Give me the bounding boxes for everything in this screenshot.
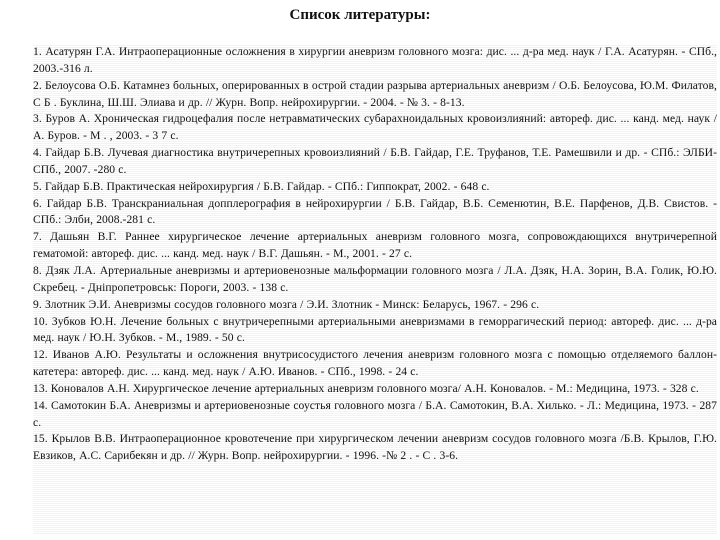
page-title: Список литературы: — [289, 7, 431, 23]
reference-item: 9. Злотник Э.И. Аневризмы сосудов головного мозга / Э.И. Злотник - Минск: Беларусь, 1967. - 296 с. — [33, 297, 540, 311]
reference-item: 8. Дзяк Л.А. Артериальные аневризмы и артериовенозные мальформации головного мозга / Л.А. Дзяк, Н.А. Зорин, В.А. Голик, Ю.Ю. Скребец. - Днiпропетровськ: Пороги, 2003. - 138 с. — [33, 263, 717, 294]
reference-item: 4. Гайдар Б.В. Лучевая диагностика внутричерепных кровоизлияний / Б.В. Гайдар, Г.Е. Труфанов, Т.Е. Рамешвили и др. - СПб.: ЭЛБИ-СПб., 2007. -280 с. — [33, 146, 717, 176]
reference-list — [33, 44, 717, 534]
reference-item: 3. Буров А. Хроническая гидроцефалия после нетравматических субарахноидальных кровоизлияний: автореф. дис. ... канд. мед. наук / А. Буров. - М . , 2003. - 3 7 с. — [33, 112, 717, 143]
reference-item: 1. Асатурян Г.А. Интраоперационные осложнения в хирургии аневризм головного мозга: дис. ... д-ра мед. наук / Г.А. Асатурян. - СПб., 2003.-316 л. — [33, 45, 717, 75]
reference-item: 5. Гайдар Б.В. Практическая нейрохирургия / Б.В. Гайдар. - СПб.: Гиппократ, 2002. - 648 с. — [33, 179, 490, 193]
reference-item: 12. Иванов А.Ю. Результаты и осложнения внутрисосудистого лечения аневризм головного мозга с помощью отделяемого баллон-катетера: автореф. дис. ... канд. мед. наук / А.Ю. Иванов. - СПб., 1998. - 24 с. — [33, 348, 717, 379]
reference-item: 10. Зубков Ю.Н. Лечение больных с внутричерепными артериальными аневризмами в геморрагический период: автореф. дис. ... д-ра мед. наук / Ю.Н. Зубков. - М., 1989. - 50 с. — [33, 314, 717, 345]
reference-item: 6. Гайдар Б.В. Транскраниальная допплерография в нейрохирургии / Б.В. Гайдар, В.Б. Семенютин, В.Е. Парфенов, Д.В. Свистов. - СПб.: Элби, 2008.-281 с. — [33, 196, 717, 227]
reference-item: 7. Дашьян В.Г. Раннее хирургическое лечение артериальных аневризм головного мозга, сопровождающихся внутричерепной гематомой: автореф. дис. ... канд. мед. наук / В.Г. Дашьян. - М., 2001. - 27 с. — [33, 230, 717, 261]
reference-item: 15. Крылов В.В. Интраоперационное кровотечение при хирургическом лечении аневризм сосудов головного мозга /Б.В. Крылов, Г.Ю. Евзиков, А.С. Сарибекян и др. // Журн. Вопр. нейрохирургии. - 1996. -№ 2 . - С . 3-6. — [33, 432, 717, 463]
reference-item: 2. Белоусова О.Б. Катамнез больных, оперированных в острой стадии разрыва артериальных аневризм / О.Б. Белоусова, Ю.М. Филатов, С Б . Буклина, Ш.Ш. Элиава и др. // Журн. Вопр. нейрохирургии. - 2004. - № 3. - 8-13. — [33, 78, 717, 109]
reference-item: 13. Коновалов А.Н. Хирургическое лечение артериальных аневризм головного мозга/ А.Н. Коновалов. - М.: Медицина, 1973. - 328 с. — [33, 381, 699, 395]
reference-item: 14. Самотокин Б.А. Аневризмы и артериовенозные соустья головного мозга / Б.А. Самотокин, В.А. Хилько. - Л.: Медицина, 1973. - 287 с. — [33, 398, 717, 429]
